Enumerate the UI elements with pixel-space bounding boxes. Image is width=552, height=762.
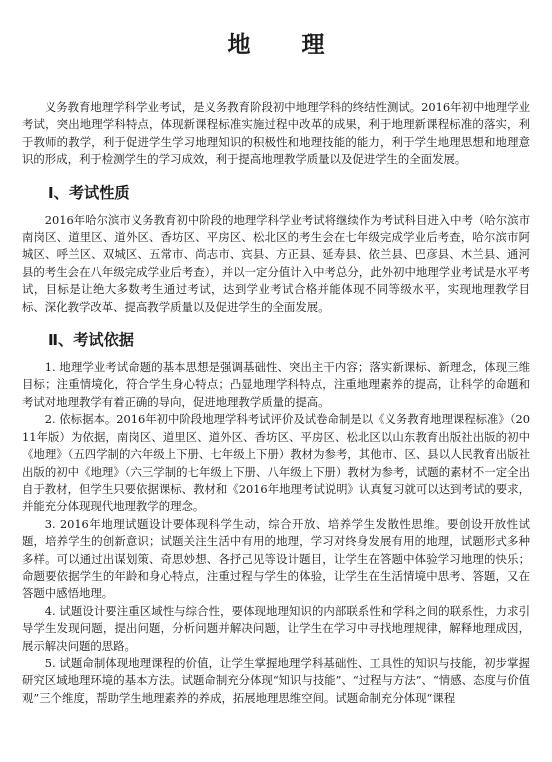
section-heading-exam-nature: Ⅰ、考试性质 [48, 183, 130, 202]
intro-paragraph: 义务教育地理学科学业考试，是义务教育阶段初中地理学科的终结性测试。2016年初中地理学业考试，突出地理学科特点，体现新课程标准实施过程中改革的成果，利于地理新课程标准的落实，利于教师的教学，利于促进学生学习地理知识的积极性和地理技能的能力，利于学生地理思想和地理意识的形成，利于检测学生的学习成效，利于提高地理教学质量以及促进学生的全面发展。 [22, 100, 530, 167]
exam-basis-item-5: 5. 试题命制体现地理课程的价值，让学生掌握地理学科基础性、工具性的知识与技能，初步掌握研究区域地理环境的基本方法。试题命制充分体现“知识与技能”、“过程与方法”、“情感、态度与价值观”三个维度，帮助学生地理素养的养成，拓展地理思维空间。试题命制充分体现“课程 [22, 655, 530, 705]
exam-basis-item-3: 3. 2016年地理试题设计要体现科学生动，综合开放、培养学生发散性思维。要创设开放性试题，培养学生的创新意识；试题关注生活中有用的地理，学习对终身发展有用的地理，试题形式多种多样。可以通过出谋划策、奇思妙想、各抒己见等设计题目，让学生在答题中体验学习地理的快乐；命题要依据学生的年龄和身心特点，注重过程与学生的体验，让学生在生活情境中思考、答题，又在答题中感悟地理。 [22, 516, 530, 601]
exam-nature-paragraph: 2016年哈尔滨市义务教育初中阶段的地理学科学业考试将继续作为考试科目进入中考（哈尔滨市南岗区、道里区、道外区、香坊区、平房区、松北区的考生会在七年级完成学业后考查，哈尔滨市阿城区、呼兰区、双城区、五常市、尚志市、宾县、方正县、延寿县、依兰县、巴彦县、木兰县、通河县的考生会在八年级完成学业后考查），并以一定分值计入中考总分，此外初中地理学业考试是水平考试，目标是让绝大多数考生通过考试，达到学业考试合格并能体现不同等级水平，实现地理教学目标、深化教学改革、提高教学质量以及促进学生的全面发展。 [22, 212, 530, 314]
exam-basis-item-1: 1. 地理学业考试命题的基本思想是强调基础性、突出主干内容；落实新课标、新理念，体现三维目标；注重情境化，符合学生身心特点；凸显地理学科特点，注重地理素养的提高，让科学的命题和考试对地理教学有着正确的导向，促进地理教学质量的提高。 [22, 360, 530, 409]
exam-basis-item-4: 4. 试题设计要注重区域性与综合性，要体现地理知识的内部联系性和学科之间的联系性，力求引导学生发现问题，提出问题，分析问题并解决问题，让学生在学习中寻找地理规律，解释地理成因，展示解决问题的思路。 [22, 603, 530, 653]
page-title: 地 理 [227, 32, 339, 58]
section-heading-exam-basis: Ⅱ、考试依据 [48, 331, 134, 350]
exam-basis-item-2: 2. 依标据本。2016年初中阶段地理学科考试评价及试卷命制是以《义务教育地理课程标准》（2011年版）为依据，南岗区、道里区、道外区、香坊区、平房区、松北区以山东教育出版社出版的初中《地理》（五四学制的六年级上下册、七年级上下册）教材为参考，其他市、区、县以人民教育出版社出版的初中《地理》（六三学制的七年级上下册、八年级上下册）教材为参考，试题的素材不一定全出自于教材，但学生只要依据课标、教材和《2016年地理考试说明》认真复习就可以达到考试的要求，并能充分体现现代地理教学的理念。 [22, 412, 530, 514]
